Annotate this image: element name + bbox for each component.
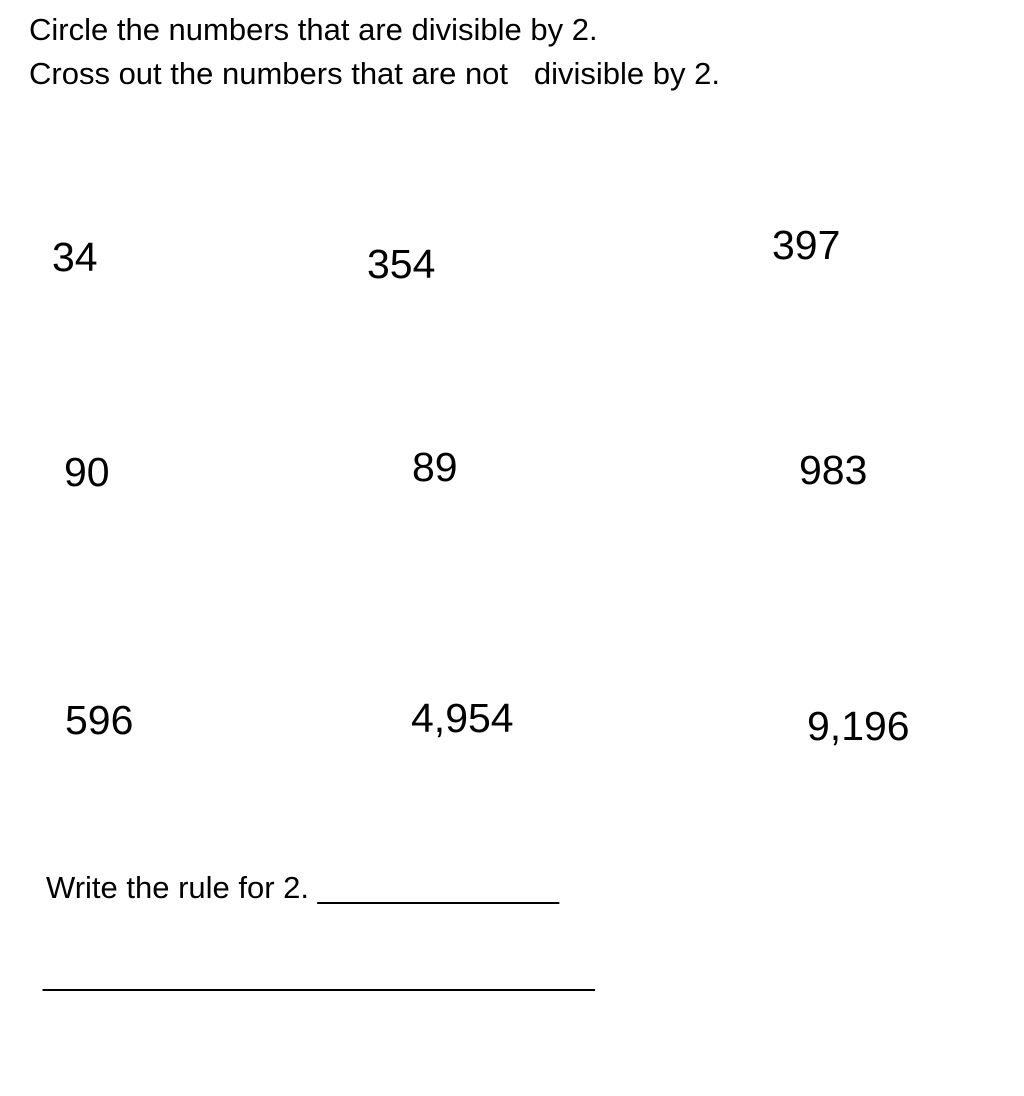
number-item[interactable]: 34 [52, 234, 98, 280]
number-item[interactable]: 596 [65, 697, 134, 743]
rule-answer-blank-line2[interactable]: ________________________________ [43, 957, 595, 992]
rule-prompt [46, 869, 559, 907]
rule-answer-blank[interactable]: ______________ [317, 870, 560, 905]
number-item[interactable]: 397 [772, 222, 841, 268]
rule-label: Write the rule for 2. [46, 870, 318, 905]
instruction-circle: Circle the numbers that are divisible by 2. [29, 12, 598, 47]
number-item[interactable]: 354 [367, 241, 436, 287]
number-item[interactable]: 9,196 [807, 703, 910, 749]
number-item[interactable]: 89 [412, 444, 458, 490]
instruction-cross-out: Cross out the numbers that are not divisible by 2. [29, 56, 720, 91]
number-item[interactable]: 90 [64, 449, 110, 495]
number-item[interactable]: 983 [799, 447, 868, 493]
number-item[interactable]: 4,954 [411, 695, 514, 741]
